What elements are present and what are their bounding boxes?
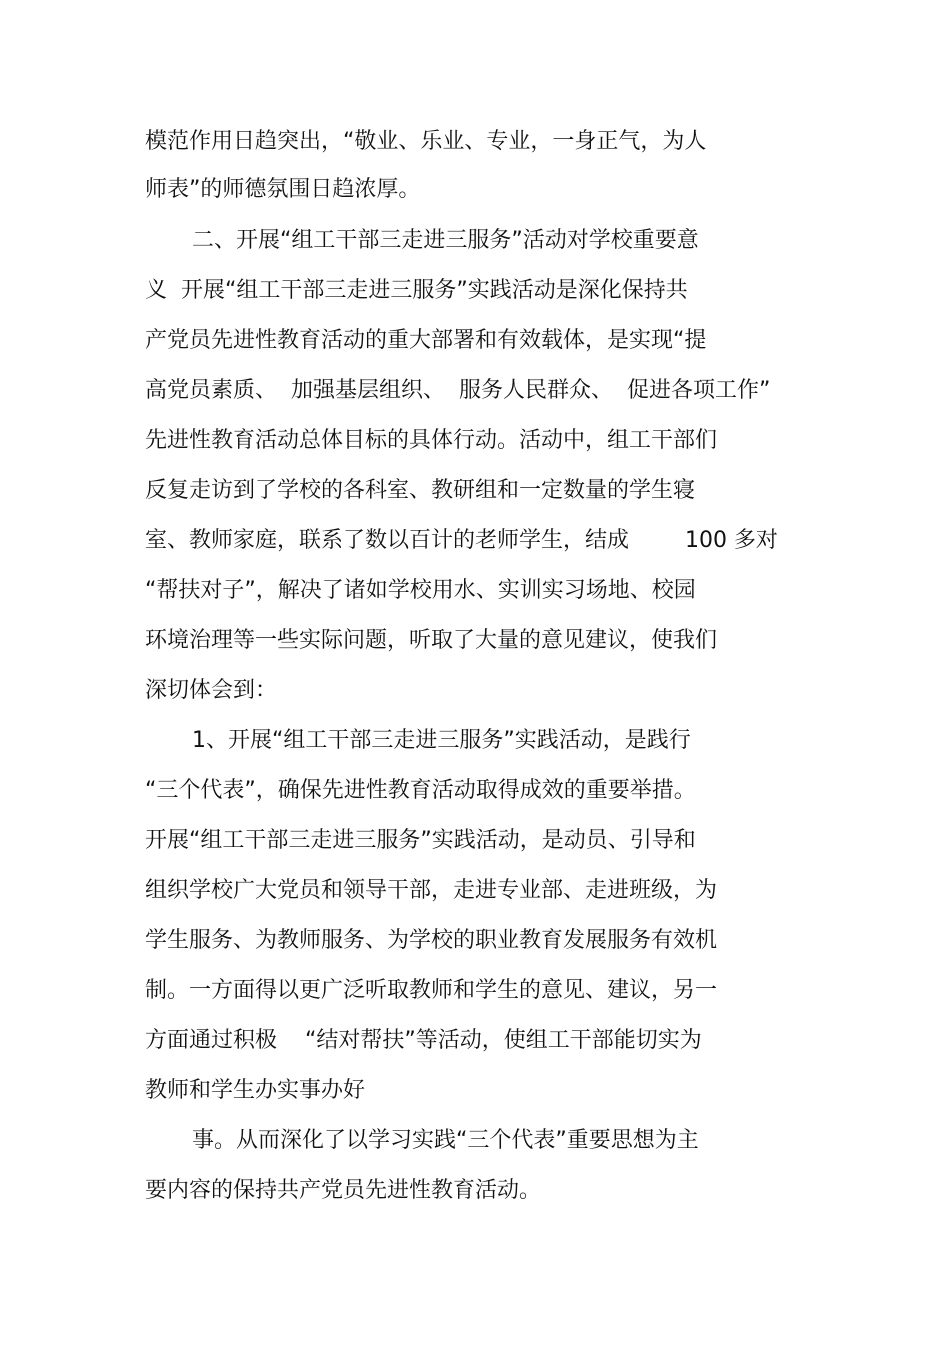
paragraph-line: 事。从而深化了以学习实践“三个代表”重要思想为主: [192, 1128, 699, 1153]
paragraph-line: “三个代表”，确保先进性教育活动取得成效的重要举措。: [145, 778, 696, 803]
paragraph-line: 制。一方面得以更广泛听取教师和学生的意见、建议，另一: [145, 978, 718, 1003]
paragraph-line: 方面通过积极 “结对帮扶”等活动，使组工干部能切实为: [145, 1028, 702, 1053]
paragraph-line: 义 开展“组工干部三走进三服务”实践活动是深化保持共: [145, 278, 688, 303]
paragraph-line: “帮扶对子”，解决了诸如学校用水、实训实习场地、校园: [145, 578, 696, 603]
paragraph-line: 高党员素质、 加强基层组织、 服务人民群众、 促进各项工作”: [145, 378, 771, 403]
paragraph-line: 学生服务、为教师服务、为学校的职业教育发展服务有效机: [145, 928, 718, 953]
paragraph-line: 师表”的师德氛围日趋浓厚。: [145, 177, 421, 202]
section-heading-line: 二、开展“组工干部三走进三服务”活动对学校重要意: [192, 228, 699, 253]
paragraph-line: 室、教师家庭，联系了数以百计的老师学生，结成 100 多对: [145, 528, 778, 553]
list-item-line: 1、开展“组工干部三走进三服务”实践活动，是践行: [192, 728, 691, 753]
paragraph-line: 反复走访到了学校的各科室、教研组和一定数量的学生寝: [145, 478, 696, 503]
paragraph-line: 教师和学生办实事办好: [145, 1078, 366, 1103]
paragraph-line: 环境治理等一些实际问题，听取了大量的意见建议，使我们: [145, 628, 718, 653]
paragraph-line: 先进性教育活动总体目标的具体行动。活动中，组工干部们: [145, 428, 718, 453]
paragraph-line: 要内容的保持共产党员先进性教育活动。: [145, 1178, 542, 1203]
paragraph-line: 开展“组工干部三走进三服务”实践活动，是动员、引导和: [145, 828, 696, 853]
paragraph-line: 组织学校广大党员和领导干部，走进专业部、走进班级，为: [145, 878, 718, 903]
paragraph-line: 深切体会到：: [145, 678, 278, 703]
paragraph-line: 产党员先进性教育活动的重大部署和有效载体，是实现“提: [145, 328, 707, 353]
paragraph-line: 模范作用日趋突出，“敬业、乐业、专业，一身正气，为人: [145, 129, 707, 154]
